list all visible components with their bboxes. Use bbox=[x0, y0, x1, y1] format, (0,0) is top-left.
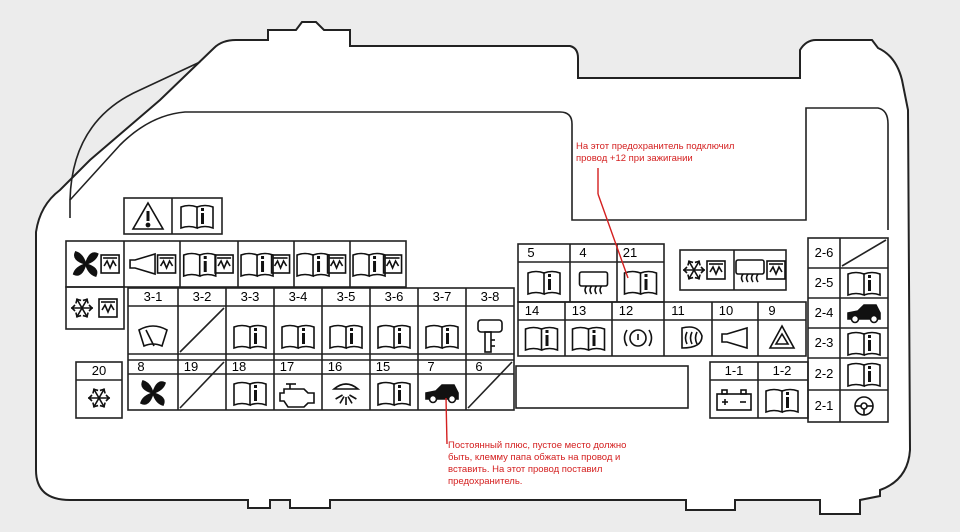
fuse-label-2-3: 2-3 bbox=[814, 335, 834, 350]
fuse-label-11: 11 bbox=[671, 303, 685, 318]
fuse-label-2-1: 2-1 bbox=[814, 398, 834, 413]
fuse-label-15: 15 bbox=[375, 359, 391, 374]
fuse-label-3-1: 3-1 bbox=[143, 289, 163, 304]
fuse-label-3-4: 3-4 bbox=[288, 289, 308, 304]
fuse-label-3-5: 3-5 bbox=[336, 289, 356, 304]
fuse-label-21: 21 bbox=[622, 245, 638, 260]
fuse-label-7: 7 bbox=[427, 359, 435, 374]
fuse-label-13: 13 bbox=[571, 303, 587, 318]
fuse-label-5: 5 bbox=[527, 245, 535, 260]
fuse-label-1-1: 1-1 bbox=[724, 363, 744, 378]
fuse-label-18: 18 bbox=[231, 359, 247, 374]
annotation-arrow-bottom bbox=[446, 398, 447, 444]
fuse-label-2-4: 2-4 bbox=[814, 305, 834, 320]
fuse-label-14: 14 bbox=[524, 303, 540, 318]
fuse-label-8: 8 bbox=[137, 359, 145, 374]
fuse-label-2-6: 2-6 bbox=[814, 245, 834, 260]
fuse-label-19: 19 bbox=[183, 359, 199, 374]
fuse-label-3-3: 3-3 bbox=[240, 289, 260, 304]
fuse-label-4: 4 bbox=[579, 245, 587, 260]
fuse-label-6: 6 bbox=[475, 359, 483, 374]
annotation-ignition-fuse: На этот предохранитель подключил провод +12 при зажигании bbox=[576, 141, 735, 164]
fuse-label-16: 16 bbox=[327, 359, 343, 374]
fuse-label-3-7: 3-7 bbox=[432, 289, 452, 304]
fuse-label-12: 12 bbox=[618, 303, 634, 318]
fuse-label-10: 10 bbox=[718, 303, 734, 318]
fuse-label-3-8: 3-8 bbox=[480, 289, 500, 304]
annotation-constant-plus: Постоянный плюс, пустое место должно быть, клемму папа обжать на провод и вставить. На этот провод поставил предохранитель. bbox=[448, 440, 634, 492]
fuse-label-2-2: 2-2 bbox=[814, 366, 834, 381]
fuse-label-9: 9 bbox=[768, 303, 776, 318]
fuse-label-1-2: 1-2 bbox=[772, 363, 792, 378]
fuse-label-17: 17 bbox=[279, 359, 295, 374]
fuse-label-20: 20 bbox=[91, 363, 107, 378]
fuse-label-2-5: 2-5 bbox=[814, 275, 834, 290]
fuse-label-3-2: 3-2 bbox=[192, 289, 212, 304]
fuse-label-3-6: 3-6 bbox=[384, 289, 404, 304]
